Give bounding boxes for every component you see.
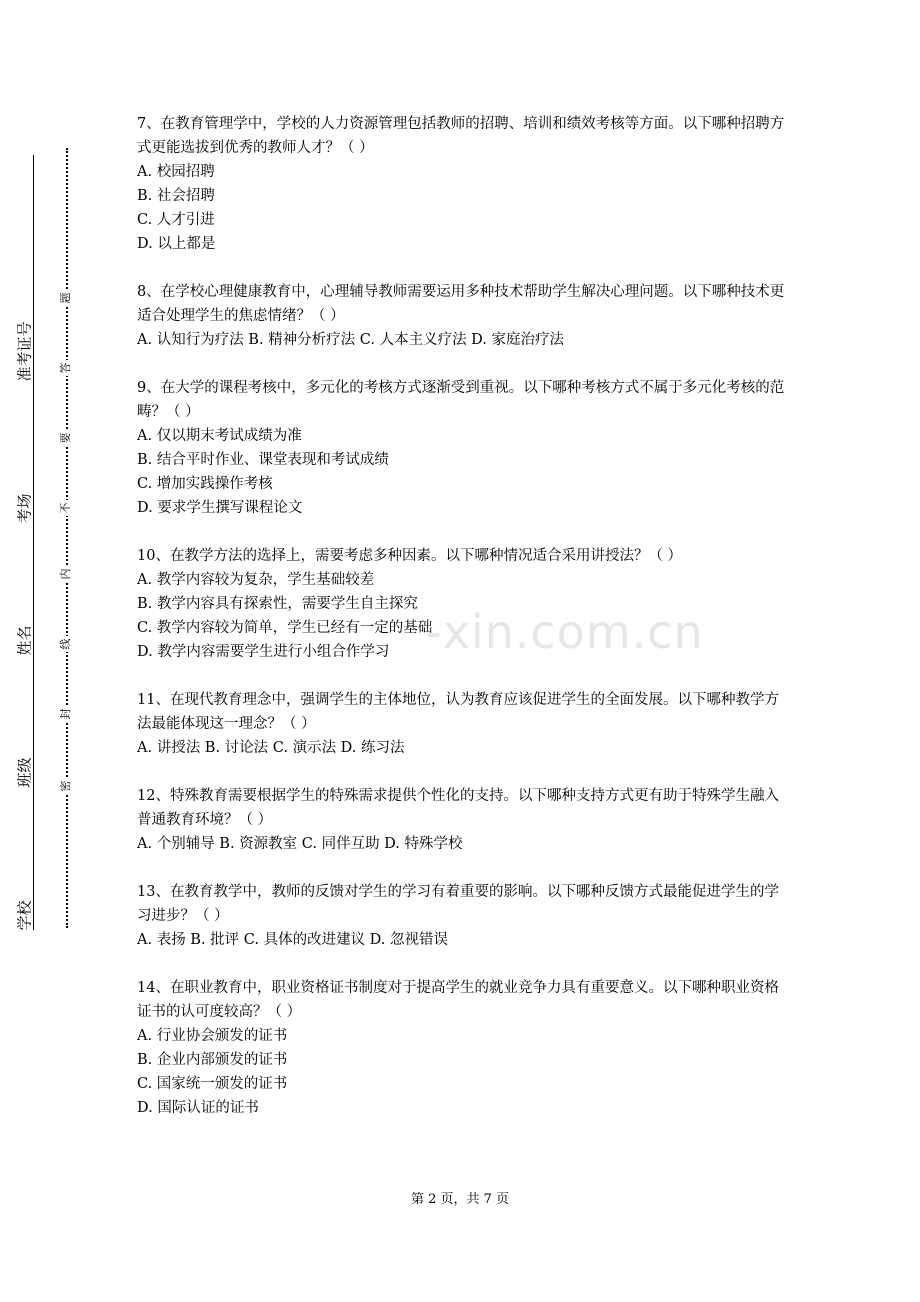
question-option: C. 增加实践操作考核 (137, 476, 273, 492)
binding-strip (0, 0, 90, 1302)
seal-char-nei: 内 (58, 566, 74, 582)
question-option: D. 要求学生撰写课程论文 (137, 500, 303, 516)
question-stem: 12、特殊教育需要根据学生的特殊需求提供个性化的支持。以下哪种支持方式更有助于特殊学生融入普通教育环境？（ ） (137, 788, 779, 828)
question-option: A. 表扬 B. 批评 C. 具体的改进建议 D. 忽视错误 (137, 932, 449, 948)
seal-char-mi: 密 (58, 778, 74, 794)
binding-solid-line (33, 155, 34, 930)
question-option: A. 教学内容较为复杂，学生基础较差 (137, 572, 375, 588)
question-13 (137, 880, 787, 952)
field-exam-room-label: 考场 (15, 493, 34, 524)
question-option: B. 企业内部颁发的证书 (137, 1052, 288, 1068)
question-stem: 13、在教育教学中，教师的反馈对学生的学习有着重要的影响。以下哪种反馈方式最能促进学生的学习进步？（ ） (137, 884, 779, 924)
question-stem: 8、在学校心理健康教育中，心理辅导教师需要运用多种技术帮助学生解决心理问题。以下哪种技术更适合处理学生的焦虑情绪？（ ） (137, 284, 785, 324)
field-ticket-number-label: 准考证号 (15, 321, 34, 382)
question-option: B. 社会招聘 (137, 188, 215, 204)
question-option: D. 国际认证的证书 (137, 1100, 259, 1116)
question-option: D. 以上都是 (137, 236, 216, 252)
binding-dotted-line (66, 148, 68, 928)
field-school-label: 学校 (15, 900, 34, 931)
seal-char-yao: 要 (58, 430, 74, 446)
question-option: C. 教学内容较为简单，学生已经有一定的基础 (137, 620, 433, 636)
question-8 (137, 280, 787, 352)
question-12 (137, 784, 787, 856)
question-list (137, 112, 787, 1144)
field-class-label: 班级 (15, 757, 34, 788)
question-14 (137, 976, 787, 1120)
question-option: B. 结合平时作业、课堂表现和考试成绩 (137, 452, 389, 468)
question-stem: 10、在教学方法的选择上，需要考虑多种因素。以下哪种情况适合采用讲授法？（ ） (137, 548, 683, 564)
question-11 (137, 688, 787, 760)
seal-char-ti: 题 (58, 290, 74, 306)
question-stem: 9、在大学的课程考核中，多元化的考核方式逐渐受到重视。以下哪种考核方式不属于多元化考核的范畴？（ ） (137, 380, 785, 420)
field-name-label: 姓名 (15, 625, 34, 656)
question-option: A. 个别辅导 B. 资源教室 C. 同伴互助 D. 特殊学校 (137, 836, 463, 852)
seal-char-da: 答 (58, 360, 74, 376)
seal-char-xian: 线 (58, 636, 74, 652)
seal-char-feng: 封 (58, 706, 74, 722)
question-option: A. 认知行为疗法 B. 精神分析疗法 C. 人本主义疗法 D. 家庭治疗法 (137, 332, 565, 348)
question-9 (137, 376, 787, 520)
seal-char-bu: 不 (58, 500, 74, 516)
question-7 (137, 112, 787, 256)
question-10 (137, 544, 787, 664)
question-stem: 14、在职业教育中，职业资格证书制度对于提高学生的就业竞争力具有重要意义。以下哪种职业资格证书的认可度较高？（ ） (137, 980, 779, 1020)
question-option: D. 教学内容需要学生进行小组合作学习 (137, 644, 390, 660)
question-option: A. 讲授法 B. 讨论法 C. 演示法 D. 练习法 (137, 740, 405, 756)
question-option: A. 校园招聘 (137, 164, 215, 180)
question-option: C. 人才引进 (137, 212, 215, 228)
watermark: -xin.com.cn (425, 605, 704, 659)
question-stem: 11、在现代教育理念中，强调学生的主体地位，认为教育应该促进学生的全面发展。以下哪种教学方法最能体现这一理念？（ ） (137, 692, 779, 732)
question-option: B. 教学内容具有探索性，需要学生自主探究 (137, 596, 418, 612)
page-footer: 第 2 页，共 7 页 (410, 1192, 510, 1207)
question-option: A. 行业协会颁发的证书 (137, 1028, 288, 1044)
question-option: A. 仅以期末考试成绩为准 (137, 428, 302, 444)
question-option: C. 国家统一颁发的证书 (137, 1076, 288, 1092)
question-stem: 7、在教育管理学中，学校的人力资源管理包括教师的招聘、培训和绩效考核等方面。以下哪种招聘方式更能选拔到优秀的教师人才？（ ） (137, 116, 785, 156)
